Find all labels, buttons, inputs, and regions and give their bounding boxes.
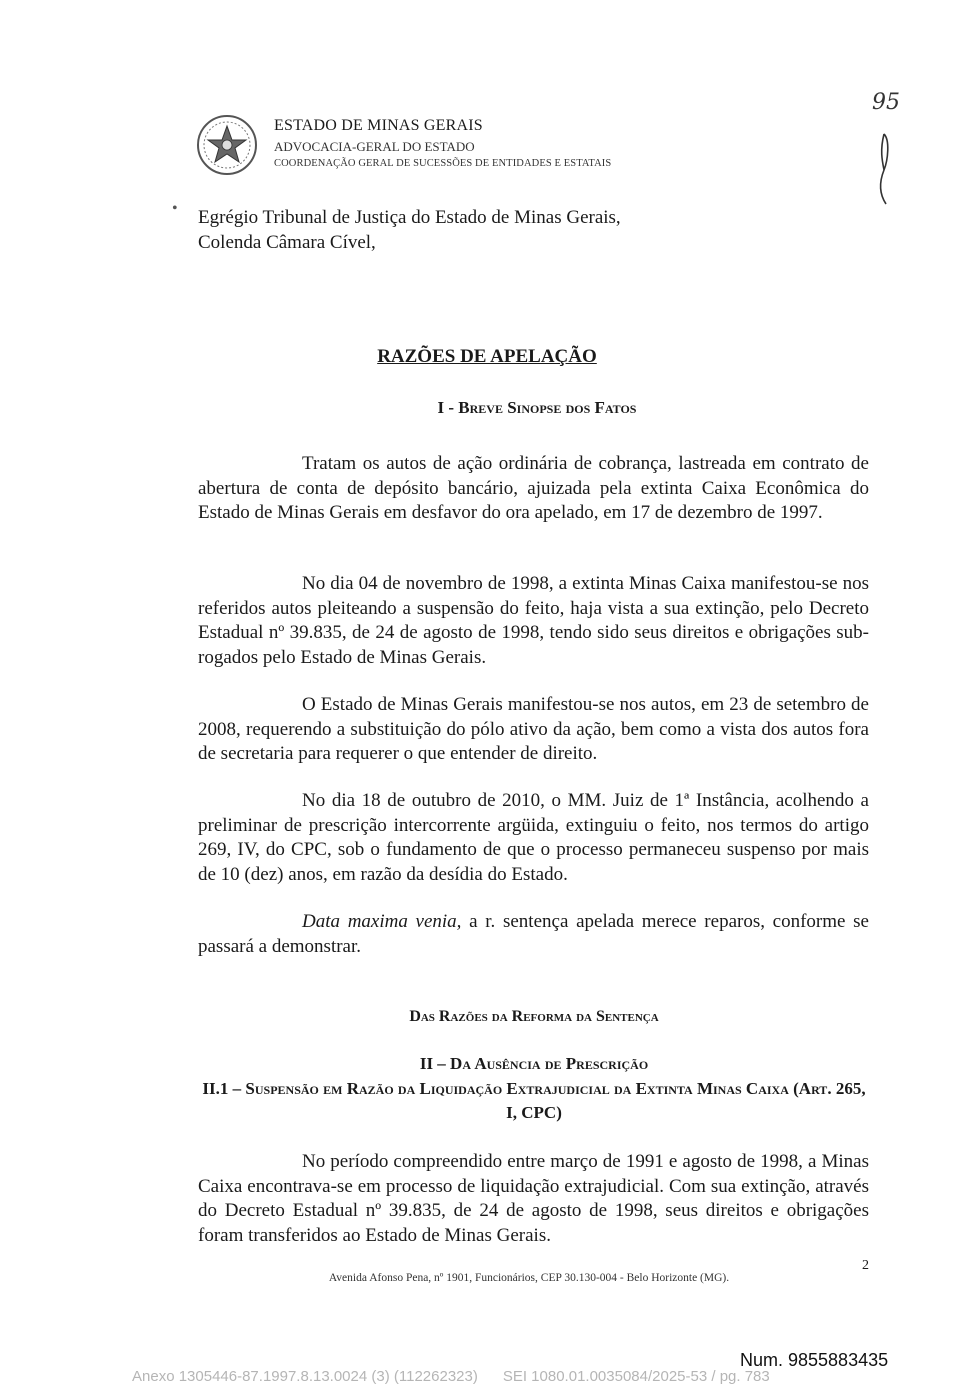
addressee [198, 205, 621, 255]
document-title: RAZÕES DE APELAÇÃO [377, 346, 597, 367]
paragraph-3 [198, 693, 869, 767]
paragraph-4 [198, 789, 869, 887]
handwritten-initial-icon [872, 130, 896, 210]
paragraph-3-text: O Estado de Minas Gerais manifestou-se nos autos, em 23 de setembro de 2008, requerendo a substituição do pólo ativo da ação, bem como a vista dos autos fora de secretaria para requerer o que entender de direito. [198, 694, 869, 764]
paragraph-6-text: No período compreendido entre março de 1991 e agosto de 1998, a Minas Caixa encontrava-se em processo de liquidação extrajudicial. Com sua extinção, através do Decreto Estadual nº 39.835, de 24 de agosto de 1998, seus direitos e obrigações foram transferidos ao Estado de Minas Gerais. [198, 1151, 869, 1246]
section-heading-2: Das Razões da Reforma da Sentença [409, 1008, 659, 1025]
paragraph-6 [198, 1150, 869, 1248]
header-state: ESTADO DE MINAS GERAIS [274, 117, 483, 134]
paragraph-2-text: No dia 04 de novembro de 1998, a extinta Minas Caixa manifestou-se nos referidos autos pleiteando a suspensão do feito, haja vista a sua extinção, pelo Decreto Estadual nº 39.835, de 24 de agosto de 1998, tendo sido seus direitos e obrigações sub-rogados pelo Estado de Minas Gerais. [198, 573, 869, 668]
section-heading-1: I - Breve Sinopse dos Fatos [437, 398, 637, 417]
state-seal-icon [196, 114, 258, 176]
section-heading-3: II – Da Ausência de Prescrição [419, 1054, 649, 1073]
addressee-line-2: Colenda Câmara Cível, [198, 232, 376, 253]
paragraph-1 [198, 452, 869, 526]
paragraph-5-text: a r. sentença apelada merece reparos, conforme se passará a demonstrar. [198, 911, 869, 957]
header-agency: ADVOCACIA-GERAL DO ESTADO [274, 139, 475, 154]
paragraph-5-italic: Data maxima venia, [302, 911, 462, 932]
addressee-line-1: Egrégio Tribunal de Justiça do Estado de Minas Gerais, [198, 207, 621, 228]
paragraph-2 [198, 572, 869, 670]
paragraph-1-text: Tratam os autos de ação ordinária de cobrança, lastreada em contrato de abertura de conta de depósito bancário, ajuizada pela extinta Caixa Econômica do Estado de Minas Gerais em desfavor do ora apelado, em 17 de dezembro de 1997. [198, 453, 869, 523]
margin-mark: • [172, 200, 178, 217]
header-coordination: COORDENAÇÃO GERAL DE SUCESSÕES DE ENTIDADES E ESTATAIS [274, 158, 612, 169]
footer-address: Avenida Afonso Pena, nº 1901, Funcionários, CEP 30.130-004 - Belo Horizonte (MG). [328, 1272, 730, 1284]
page-number: 2 [862, 1258, 869, 1273]
paragraph-5 [198, 910, 869, 959]
paragraph-4-text: No dia 18 de outubro de 2010, o MM. Juiz de 1ª Instância, acolhendo a preliminar de prescrição intercorrente argüida, extinguiu o feito, nos termos do artigo 269, IV, do CPC, sob o fundamento de que o processo permaneceu suspenso por mais de 10 (dez) anos, em razão da desídia do Estado. [198, 790, 869, 885]
section-heading-4: II.1 – Suspensão em Razão da Liquidação Extrajudicial da Extinta Minas Caixa (Art. 265, I, CPC) [202, 1079, 866, 1122]
annex-watermark: Anexo 1305446-87.1997.8.13.0024 (3) (112262323) SEI 1080.01.0035084/2025-53 / pg. 783 [132, 1368, 770, 1385]
document-number: Num. 9855883435 [740, 1350, 889, 1370]
sheet-number: 95 [872, 90, 900, 115]
